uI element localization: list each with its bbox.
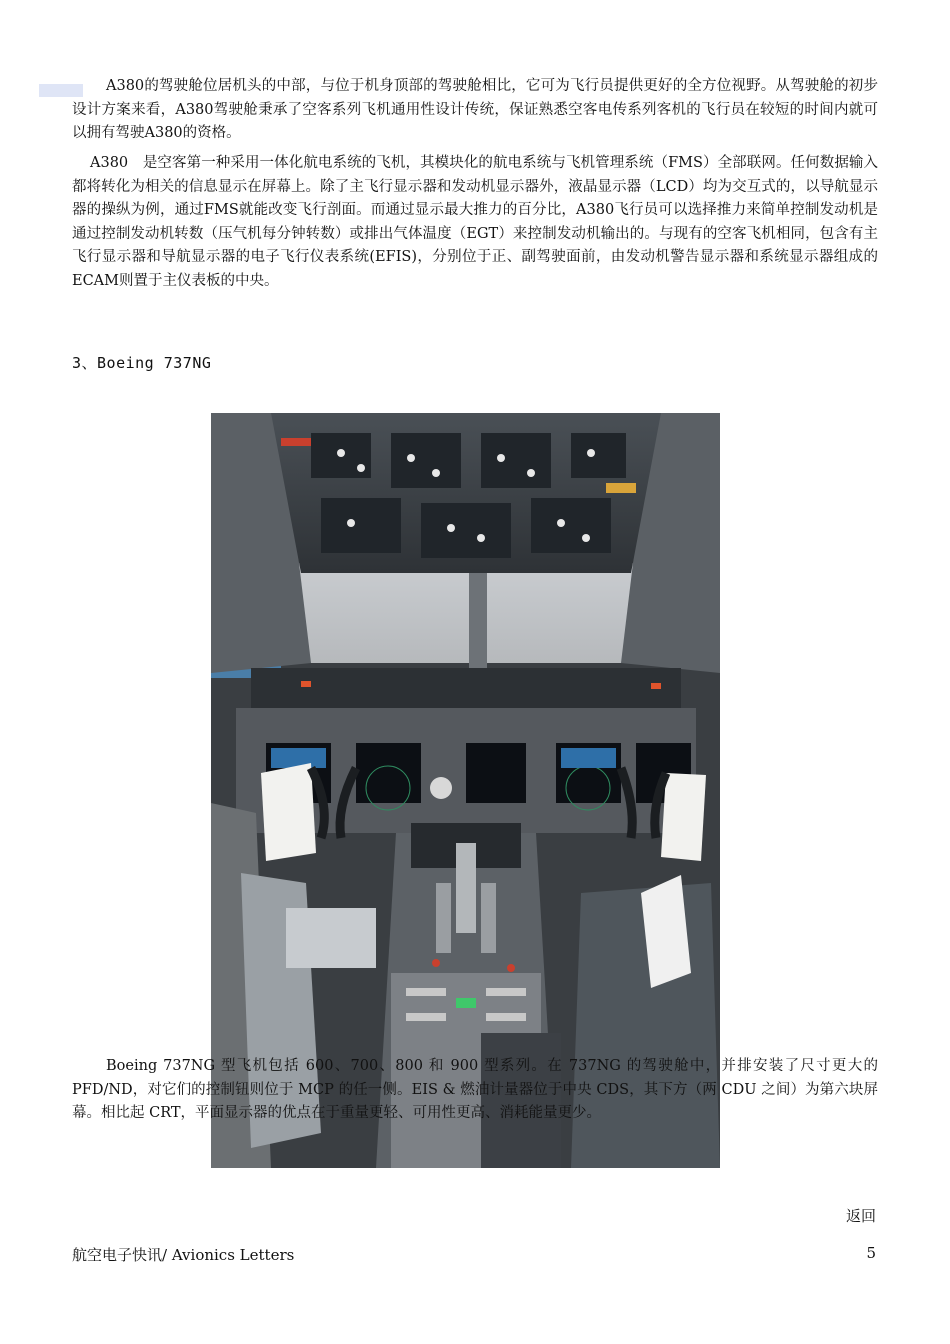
return-link[interactable]: 返回 (845, 1207, 876, 1225)
footer-publication: 航空电子快讯/ Avionics Letters (72, 1246, 295, 1264)
paragraph-a380-cockpit: A380的驾驶舱位居机头的中部，与位于机身顶部的驾驶舱相比，它可为飞行员提供更好的全方位视野。从驾驶舱的初步设计方案来看，A380驾驶舱秉承了空客系列飞机通用性设计传统，保证熟悉空客电传系列客机的飞行员在较短的时间内就可以拥有驾驶A380的资格。 (72, 78, 878, 141)
section-heading: 3、Boeing 737NG (72, 354, 212, 372)
page-number: 5 (866, 1244, 876, 1262)
paragraph-737ng: Boeing 737NG 型飞机包括 600、700、800 和 900 型系列。在 737NG 的驾驶舱中，并排安装了尺寸更大的PFD/ND，对它们的控制钮则位于 MCP 的任一侧。EIS & 燃油计量器位于中央 CDS，其下方（两 CDU 之间）为第六块屏幕。相比起 CRT，平面显示器的优点在于重量更轻、可用性更高、消耗能量更少。 (72, 1058, 878, 1121)
paragraph-a380-avionics: A380 是空客第一种采用一体化航电系统的飞机，其模块化的航电系统与飞机管理系统（FMS）全部联网。任何数据输入都将转化为相关的信息显示在屏幕上。除了主飞行显示器和发动机显示器外，液晶显示器（LCD）均为交互式的，以导航显示器的操纵为例，通过FMS就能改变飞行剖面。而通过显示最大推力的百分比，A380飞行员可以选择推力来简单控制发动机是通过控制发动机转数（压气机每分钟转数）或排出气体温度（EGT）来控制发动机输出的。与现有的空客飞机相同，包含有主飞行显示器和导航显示器的电子飞行仪表系统(EFIS)，分别位于正、副驾驶面前，由发动机警告显示器和系统显示器组成的ECAM则置于主仪表板的中央。 (72, 155, 878, 289)
